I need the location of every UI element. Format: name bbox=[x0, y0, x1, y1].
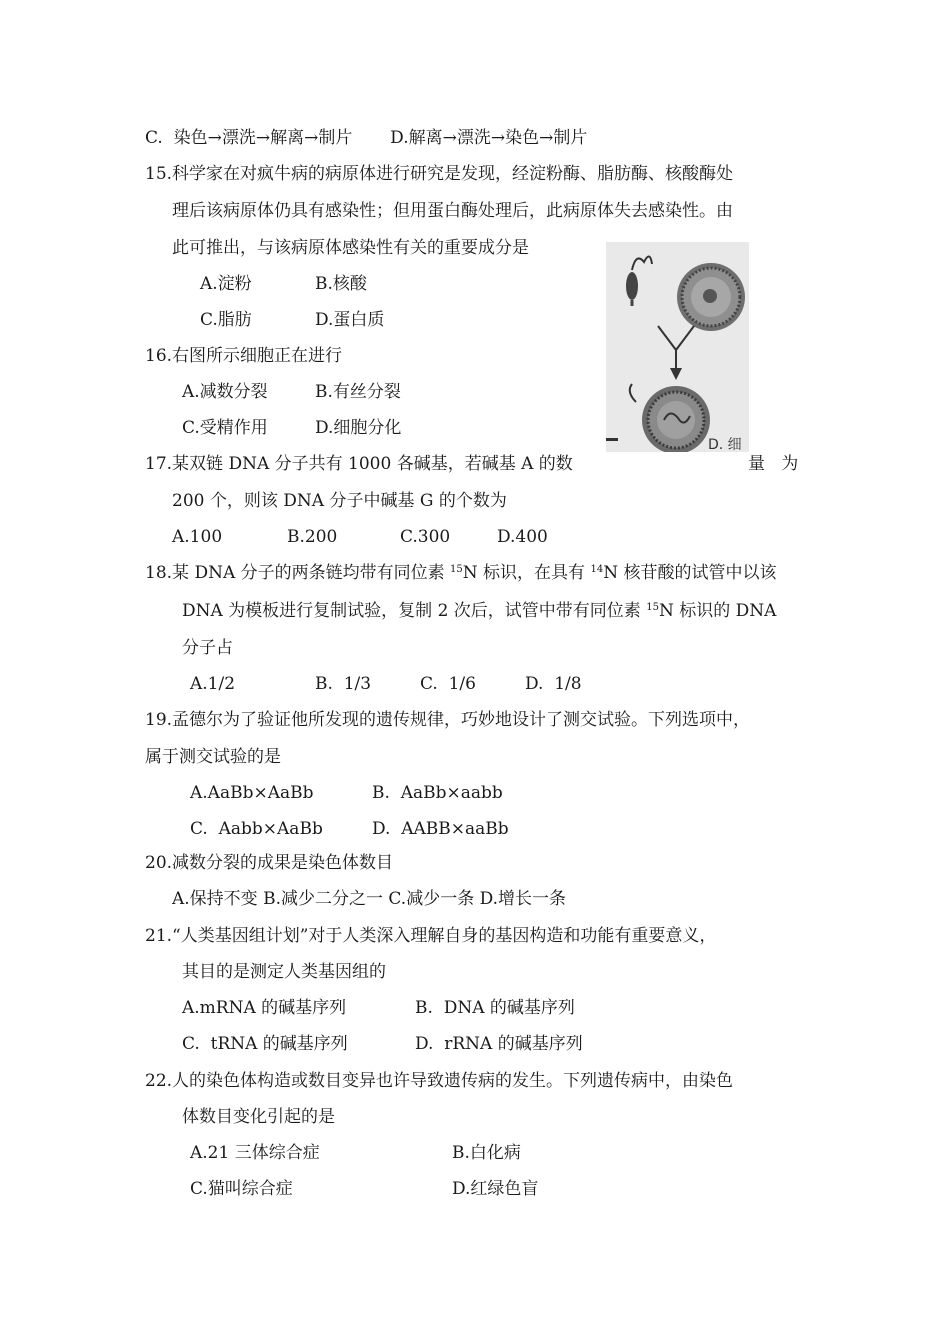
isotope-superscript: 14 bbox=[590, 564, 604, 575]
q16-option-d: D.细胞分化 bbox=[315, 418, 402, 438]
q22-stem-line1: 22.人的染色体构造或数目变异也许导致遗传病的发生。下列遗传病中，由染色 bbox=[145, 1071, 734, 1091]
q22-stem-line2: 体数目变化引起的是 bbox=[182, 1107, 335, 1127]
q16-option-b: B.有丝分裂 bbox=[315, 382, 401, 402]
q22-option-a: A.21 三体综合症 bbox=[190, 1143, 320, 1163]
q16-option-c: C.受精作用 bbox=[182, 418, 268, 438]
q15-stem-line1: 15.科学家在对疯牛病的病原体进行研究是发现，经淀粉酶、脂肪酶、核酸酶处 bbox=[145, 164, 734, 184]
q17-stem-line2: 200 个，则该 DNA 分子中碱基 G 的个数为 bbox=[172, 491, 507, 511]
q21-option-c: C. tRNA 的碱基序列 bbox=[182, 1034, 348, 1054]
q14-options-c-d: C. 染色→漂洗→解离→制片 D.解离→漂洗→染色→制片 bbox=[145, 128, 588, 148]
q18-stem-line3: 分子占 bbox=[182, 638, 233, 658]
fertilization-figure bbox=[606, 242, 749, 452]
q17-option-b: B.200 bbox=[287, 527, 338, 547]
q21-stem-line2: 其目的是测定人类基因组的 bbox=[182, 962, 386, 982]
q18-option-a: A.1/2 bbox=[190, 674, 236, 694]
q19-stem-line1: 19.孟德尔为了验证他所发现的遗传规律，巧妙地设计了测交试验。下列选项中， bbox=[145, 710, 751, 730]
q15-option-b: B.核酸 bbox=[315, 274, 367, 294]
q21-option-a: A.mRNA 的碱基序列 bbox=[182, 998, 347, 1018]
q18-option-c: C. 1/6 bbox=[420, 674, 476, 694]
q20-options: A.保持不变 B.减少二分之一 C.减少一条 D.增长一条 bbox=[172, 889, 567, 909]
q18-option-b: B. 1/3 bbox=[315, 674, 372, 694]
figure-caption-fragment: D. 细 bbox=[708, 437, 742, 452]
q15-option-c: C.脂肪 bbox=[200, 310, 252, 330]
q15-stem-line2: 理后该病原体仍具有感染性；但用蛋白酶处理后，此病原体失去感染性。由 bbox=[172, 201, 733, 221]
q16-option-a: A.减数分裂 bbox=[182, 382, 268, 402]
q18-stem-line2: DNA 为模板进行复制试验，复制 2 次后，试管中带有同位素 $^{15}$N 标识的 DNA bbox=[182, 601, 777, 621]
q19-stem-line2: 属于测交试验的是 bbox=[145, 747, 281, 767]
q22-option-d: D.红绿色盲 bbox=[452, 1179, 539, 1199]
q18-stem-line1: 18.某 DNA 分子的两条链均带有同位素 $^{15}$N 标识，在具有 $^{14}$N 核苷酸的试管中以该 bbox=[145, 563, 777, 583]
sperm-head bbox=[626, 272, 638, 300]
q16-stem: 16.右图所示细胞正在进行 bbox=[145, 346, 343, 366]
q17-stem-line1: 17.某双链 DNA 分子共有 1000 各碱基，若碱基 A 的数 bbox=[145, 454, 573, 474]
egg-cell bbox=[677, 263, 745, 331]
q19-option-c: C. Aabb×AaBb bbox=[190, 819, 323, 839]
q19-option-a: A.AaBb×AaBb bbox=[190, 783, 314, 803]
fertilization-illustration bbox=[606, 242, 749, 452]
q20-stem: 20.减数分裂的成果是染色体数目 bbox=[145, 853, 394, 873]
q21-stem-line1: 21.“人类基因组计划”对于人类深入理解自身的基因构造和功能有重要意义， bbox=[145, 926, 717, 946]
isotope-superscript: 15 bbox=[646, 602, 659, 613]
q15-option-d: D.蛋白质 bbox=[315, 310, 385, 330]
q22-option-c: C.猫叫综合症 bbox=[190, 1179, 293, 1199]
q22-option-b: B.白化病 bbox=[452, 1143, 521, 1163]
q15-option-a: A.淀粉 bbox=[200, 274, 252, 294]
q21-option-b: B. DNA 的碱基序列 bbox=[415, 998, 575, 1018]
q19-option-d: D. AABB×aaBb bbox=[372, 819, 509, 839]
q17-option-a: A.100 bbox=[172, 527, 223, 547]
isotope-superscript: 15 bbox=[450, 564, 463, 575]
q18-option-d: D. 1/8 bbox=[525, 674, 582, 694]
q15-stem-line3: 此可推出，与该病原体感染性有关的重要成分是 bbox=[172, 238, 529, 258]
q17-stem-line1-tail: 量 为 bbox=[748, 454, 799, 474]
q17-option-d: D.400 bbox=[497, 527, 548, 547]
sperm-tail bbox=[632, 256, 652, 270]
q17-option-c: C.300 bbox=[400, 527, 451, 547]
q21-option-d: D. rRNA 的碱基序列 bbox=[415, 1034, 583, 1054]
fertilized-egg bbox=[630, 384, 710, 452]
merge-arrow bbox=[658, 326, 694, 372]
q19-option-b: B. AaBb×aabb bbox=[372, 783, 503, 803]
